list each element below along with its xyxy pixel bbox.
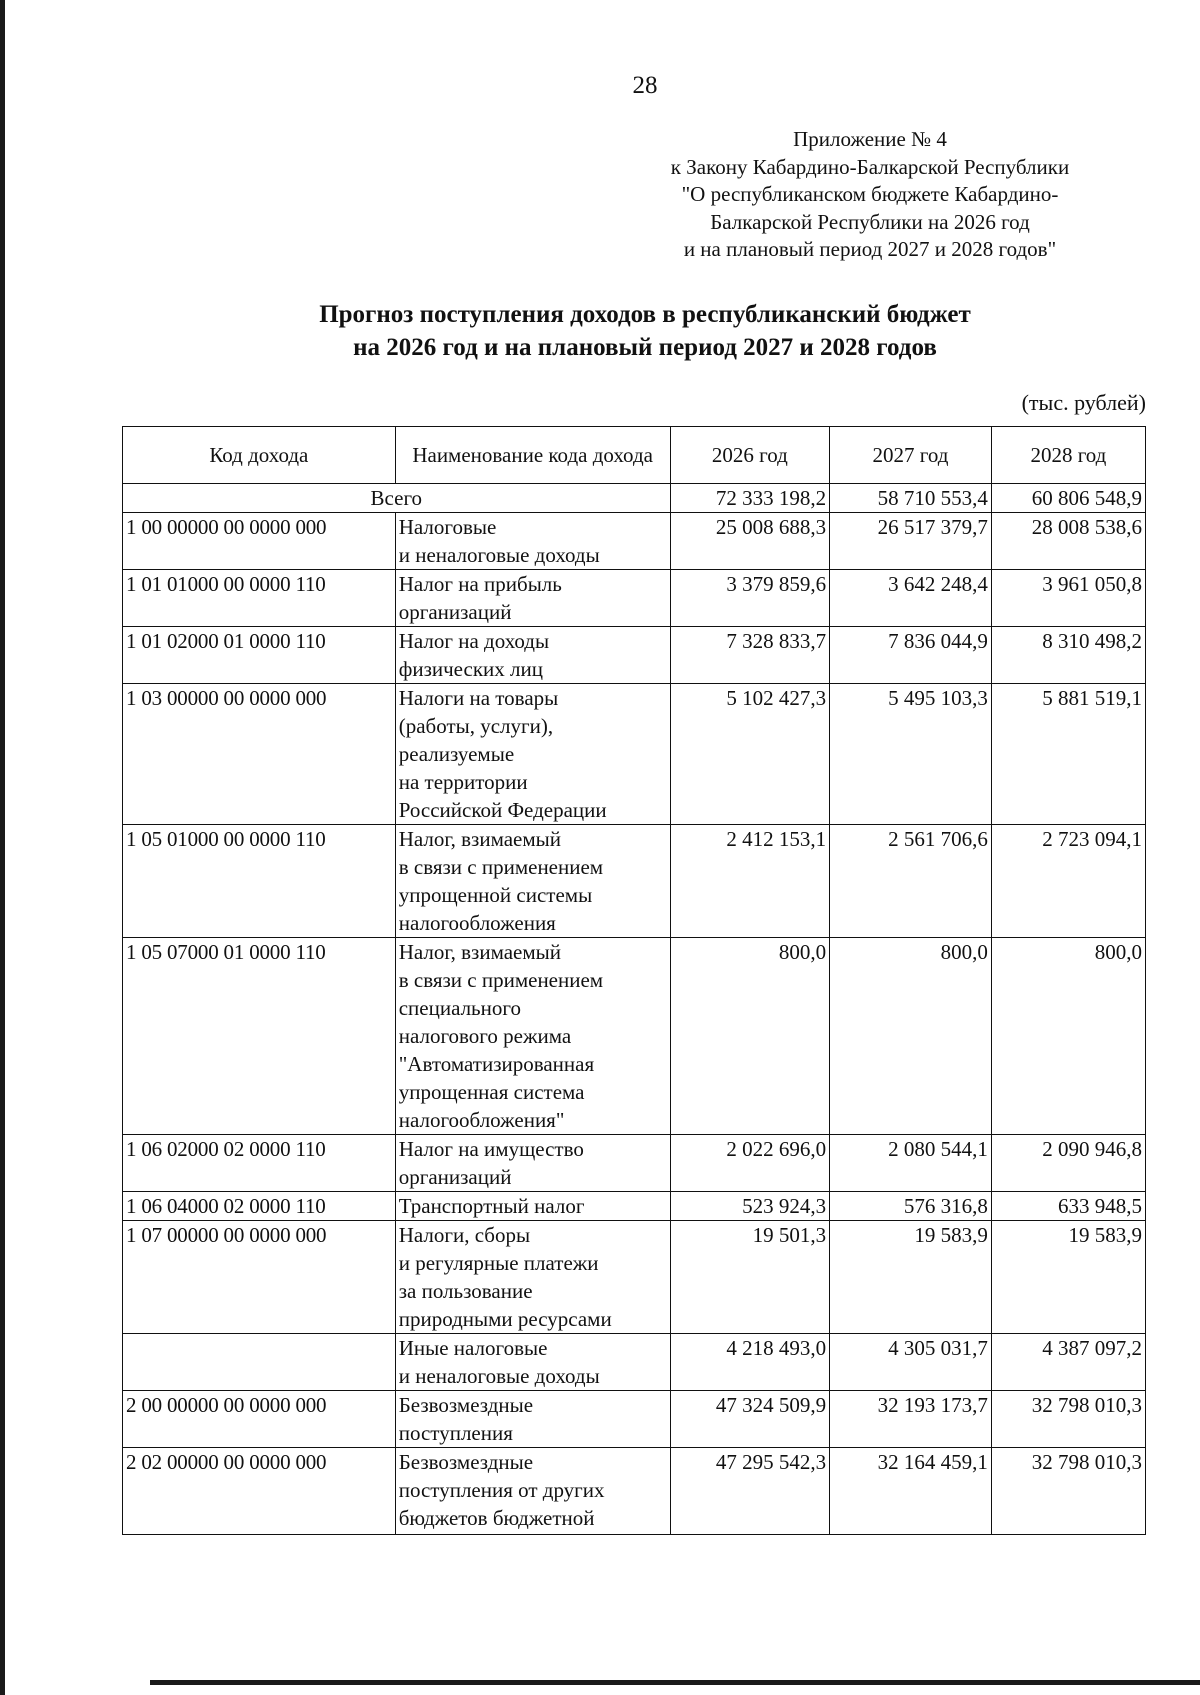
row-value-2026: 4 218 493,0 bbox=[670, 1334, 830, 1391]
appendix-line: к Закону Кабардино-Балкарской Республики bbox=[670, 154, 1070, 179]
row-name: Налог, взимаемый в связи с применением специального налогового режима "Автоматизированная упрощенная система налогообложения" bbox=[395, 938, 670, 1135]
row-code: 1 01 02000 01 0000 110 bbox=[123, 627, 396, 684]
table-row bbox=[123, 684, 1146, 825]
total-2027: 58 710 553,4 bbox=[830, 484, 992, 513]
row-value-2028: 28 008 538,6 bbox=[991, 513, 1145, 570]
row-code: 1 00 00000 00 0000 000 bbox=[123, 513, 396, 570]
document-title bbox=[0, 298, 1200, 364]
row-name: Налог на прибыль организаций bbox=[395, 570, 670, 627]
row-value-2027: 2 080 544,1 bbox=[830, 1135, 992, 1192]
row-value-2027: 5 495 103,3 bbox=[830, 684, 992, 825]
row-value-2028: 19 583,9 bbox=[991, 1221, 1145, 1334]
row-value-2028: 8 310 498,2 bbox=[991, 627, 1145, 684]
row-code: 1 03 00000 00 0000 000 bbox=[123, 684, 396, 825]
row-name: Налог на доходы физических лиц bbox=[395, 627, 670, 684]
row-value-2027: 7 836 044,9 bbox=[830, 627, 992, 684]
row-value-2028: 3 961 050,8 bbox=[991, 570, 1145, 627]
row-value-2027: 32 164 459,1 bbox=[830, 1448, 992, 1535]
title-line: Прогноз поступления доходов в республиканский бюджет bbox=[319, 301, 971, 328]
appendix-reference bbox=[560, 126, 1180, 264]
row-value-2028: 32 798 010,3 bbox=[991, 1391, 1145, 1448]
row-value-2027: 576 316,8 bbox=[830, 1192, 992, 1221]
table-header-row bbox=[123, 427, 1146, 484]
row-code: 2 00 00000 00 0000 000 bbox=[123, 1391, 396, 1448]
revenue-table bbox=[122, 426, 1146, 1535]
total-2026: 72 333 198,2 bbox=[670, 484, 830, 513]
row-code bbox=[123, 1334, 396, 1391]
row-value-2026: 47 324 509,9 bbox=[670, 1391, 830, 1448]
row-code: 1 01 01000 00 0000 110 bbox=[123, 570, 396, 627]
row-name: Налоги на товары (работы, услуги), реализуемые на территории Российской Федерации bbox=[395, 684, 670, 825]
row-value-2026: 523 924,3 bbox=[670, 1192, 830, 1221]
row-value-2026: 2 412 153,1 bbox=[670, 825, 830, 938]
row-code: 1 07 00000 00 0000 000 bbox=[123, 1221, 396, 1334]
table-row bbox=[123, 1448, 1146, 1535]
row-value-2027: 2 561 706,6 bbox=[830, 825, 992, 938]
row-value-2027: 26 517 379,7 bbox=[830, 513, 992, 570]
row-code: 1 05 07000 01 0000 110 bbox=[123, 938, 396, 1135]
row-code: 1 06 04000 02 0000 110 bbox=[123, 1192, 396, 1221]
table-row bbox=[123, 1135, 1146, 1192]
appendix-line: и на плановый период 2027 и 2028 годов" bbox=[683, 237, 1057, 261]
row-name: Налог, взимаемый в связи с применением упрощенной системы налогообложения bbox=[395, 825, 670, 938]
row-value-2026: 5 102 427,3 bbox=[670, 684, 830, 825]
units-label: (тыс. рублей) bbox=[1021, 390, 1146, 415]
scan-left-edge bbox=[0, 0, 5, 1695]
row-value-2028: 800,0 bbox=[991, 938, 1145, 1135]
row-value-2027: 19 583,9 bbox=[830, 1221, 992, 1334]
table-row bbox=[123, 938, 1146, 1135]
row-name: Безвозмездные поступления от других бюджетов бюджетной bbox=[395, 1448, 670, 1535]
total-2028: 60 806 548,9 bbox=[991, 484, 1145, 513]
total-row bbox=[123, 484, 1146, 513]
row-code: 1 05 01000 00 0000 110 bbox=[123, 825, 396, 938]
page-number: 28 bbox=[632, 72, 658, 99]
table-row bbox=[123, 1221, 1146, 1334]
row-code: 2 02 00000 00 0000 000 bbox=[123, 1448, 396, 1535]
row-value-2027: 4 305 031,7 bbox=[830, 1334, 992, 1391]
row-value-2028: 5 881 519,1 bbox=[991, 684, 1145, 825]
appendix-line: Балкарской Республики на 2026 год bbox=[710, 209, 1030, 234]
row-code: 1 06 02000 02 0000 110 bbox=[123, 1135, 396, 1192]
row-value-2027: 3 642 248,4 bbox=[830, 570, 992, 627]
row-name: Безвозмездные поступления bbox=[395, 1391, 670, 1448]
row-value-2026: 800,0 bbox=[670, 938, 830, 1135]
table-row bbox=[123, 570, 1146, 627]
header-code: Код дохода bbox=[123, 427, 396, 484]
row-value-2028: 4 387 097,2 bbox=[991, 1334, 1145, 1391]
row-value-2026: 19 501,3 bbox=[670, 1221, 830, 1334]
row-value-2028: 2 723 094,1 bbox=[991, 825, 1145, 938]
title-line: на 2026 год и на плановый период 2027 и 2028 годов bbox=[353, 334, 937, 361]
row-name: Транспортный налог bbox=[395, 1192, 670, 1221]
row-name: Иные налоговые и неналоговые доходы bbox=[395, 1334, 670, 1391]
row-name: Налоговые и неналоговые доходы bbox=[395, 513, 670, 570]
appendix-line: Приложение № 4 bbox=[793, 127, 947, 151]
row-value-2026: 47 295 542,3 bbox=[670, 1448, 830, 1535]
row-value-2027: 32 193 173,7 bbox=[830, 1391, 992, 1448]
row-value-2028: 2 090 946,8 bbox=[991, 1135, 1145, 1192]
appendix-line: "О республиканском бюджете Кабардино- bbox=[681, 182, 1059, 206]
row-value-2026: 3 379 859,6 bbox=[670, 570, 830, 627]
row-value-2028: 32 798 010,3 bbox=[991, 1448, 1145, 1535]
header-2026: 2026 год bbox=[670, 427, 830, 484]
table-body bbox=[123, 484, 1146, 1535]
row-name: Налоги, сборы и регулярные платежи за пользование природными ресурсами bbox=[395, 1221, 670, 1334]
row-value-2026: 7 328 833,7 bbox=[670, 627, 830, 684]
header-2027: 2027 год bbox=[830, 427, 992, 484]
table-row bbox=[123, 513, 1146, 570]
total-label: Всего bbox=[123, 484, 671, 513]
row-value-2028: 633 948,5 bbox=[991, 1192, 1145, 1221]
table-row bbox=[123, 1192, 1146, 1221]
table-row bbox=[123, 627, 1146, 684]
table-row bbox=[123, 825, 1146, 938]
row-name: Налог на имущество организаций bbox=[395, 1135, 670, 1192]
header-name: Наименование кода дохода bbox=[395, 427, 670, 484]
table-row bbox=[123, 1391, 1146, 1448]
row-value-2027: 800,0 bbox=[830, 938, 992, 1135]
header-2028: 2028 год bbox=[991, 427, 1145, 484]
row-value-2026: 2 022 696,0 bbox=[670, 1135, 830, 1192]
row-value-2026: 25 008 688,3 bbox=[670, 513, 830, 570]
scan-bottom-edge bbox=[150, 1680, 1200, 1685]
table-row bbox=[123, 1334, 1146, 1391]
